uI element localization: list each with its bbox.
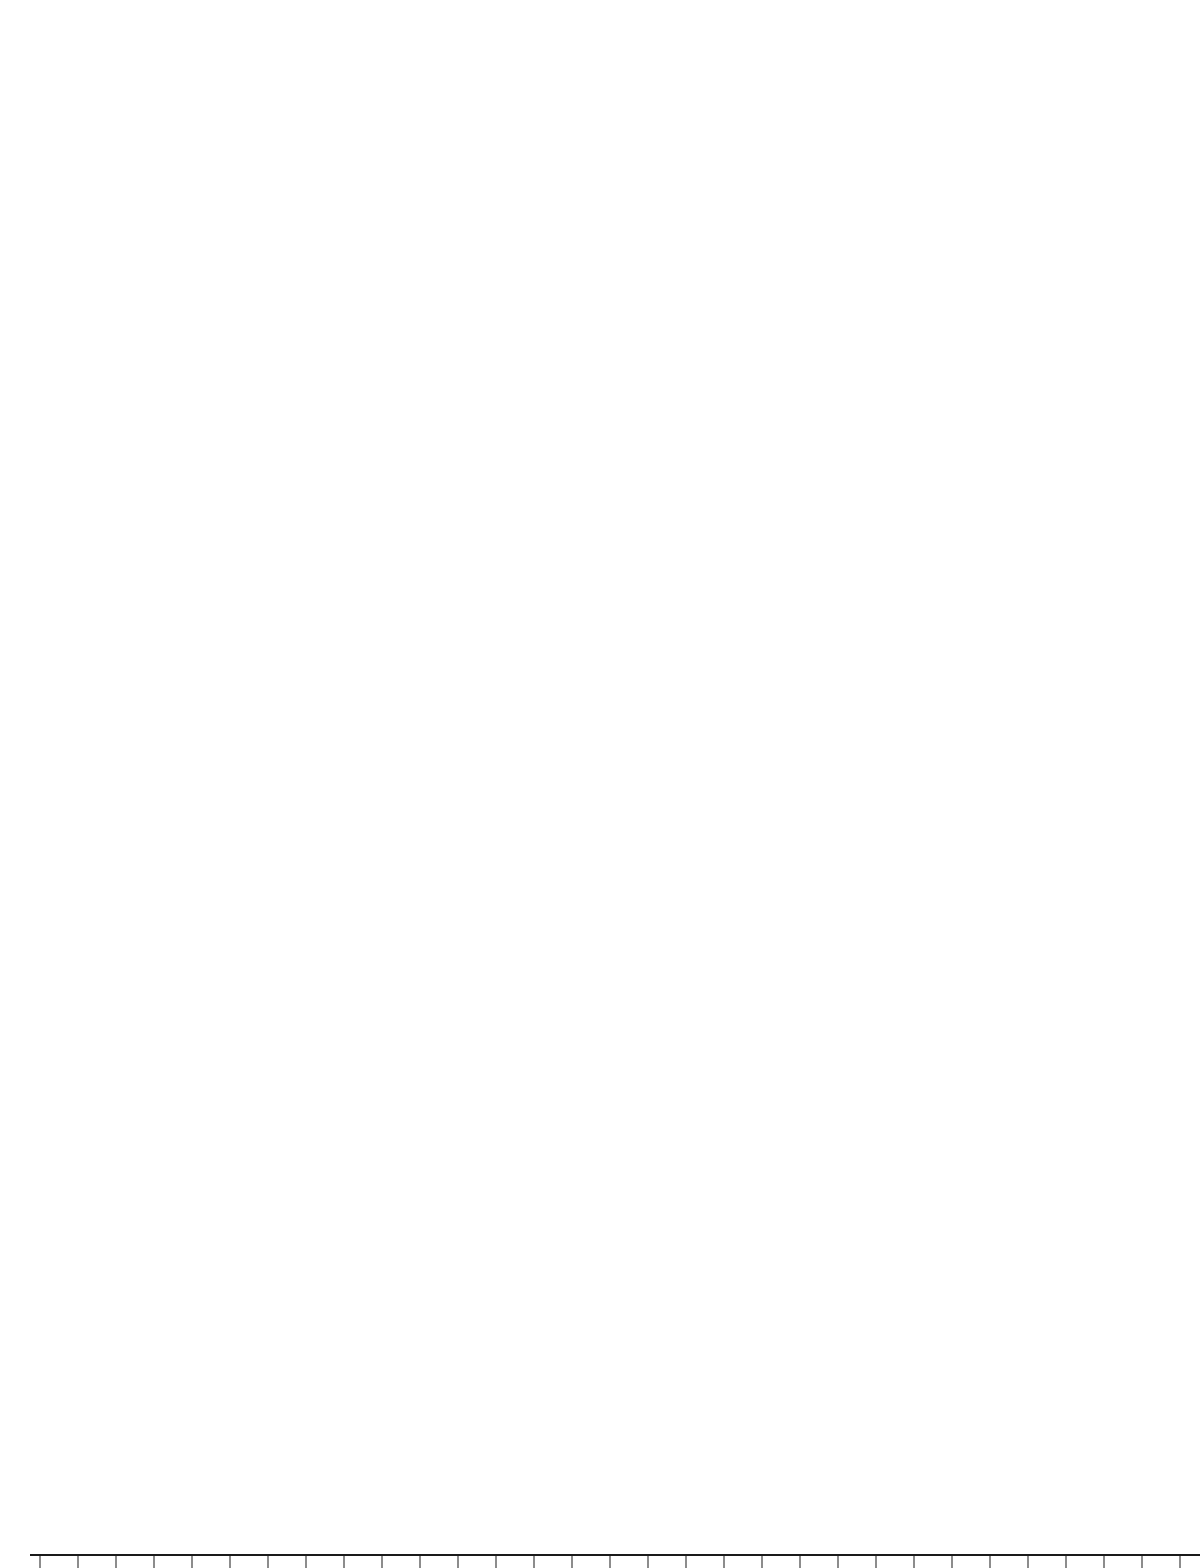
adjacent-page-strip — [30, 1555, 1200, 1568]
